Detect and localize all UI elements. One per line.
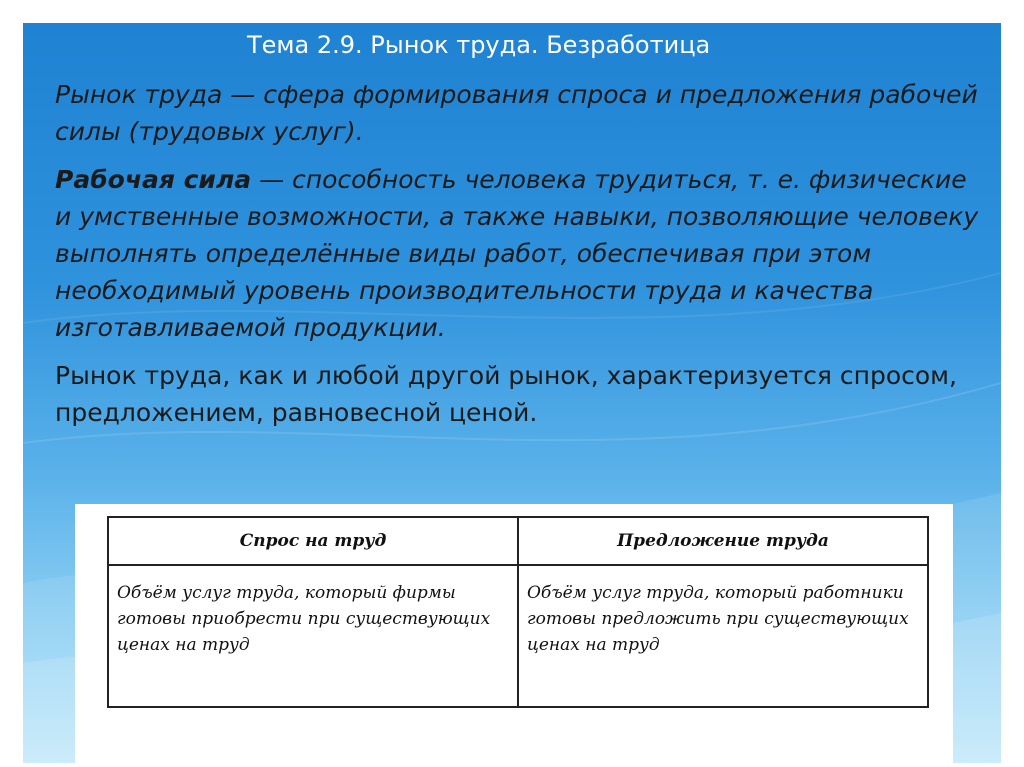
demand-supply-table bbox=[107, 516, 929, 708]
labor-force-paragraph bbox=[55, 161, 985, 346]
table-header-row bbox=[108, 517, 928, 565]
cell-labor-demand: Объём услуг труда, который фирмы готовы приобрести при существующих ценах на труд bbox=[108, 565, 518, 707]
labor-force-term: Рабочая сила bbox=[55, 165, 252, 194]
table-row bbox=[108, 565, 928, 707]
slide-body bbox=[55, 76, 985, 442]
slide-title: Тема 2.9. Рынок труда. Безработица bbox=[247, 31, 711, 59]
labor-market-definition: Рынок труда — сфера формирования спроса и предложения рабочей силы (трудовых услуг). bbox=[55, 80, 978, 146]
cell-labor-supply: Объём услуг труда, который работники готовы предложить при существующих ценах на труд bbox=[518, 565, 928, 707]
table-panel bbox=[75, 504, 953, 767]
header-labor-supply: Предложение труда bbox=[518, 517, 928, 565]
header-labor-demand: Спрос на труд bbox=[108, 517, 518, 565]
market-characteristics: Рынок труда, как и любой другой рынок, характеризуется спросом, предложением, равновесной ценой. bbox=[55, 361, 957, 427]
labor-force-definition: — способность человека трудиться, т. е. физические и умственные возможности, а также навыки, позволяющие человеку выполнять определённые виды работ, обеспечивая при этом необходимый уровень производительности труда и качества изготавливаемой продукции. bbox=[55, 165, 979, 342]
